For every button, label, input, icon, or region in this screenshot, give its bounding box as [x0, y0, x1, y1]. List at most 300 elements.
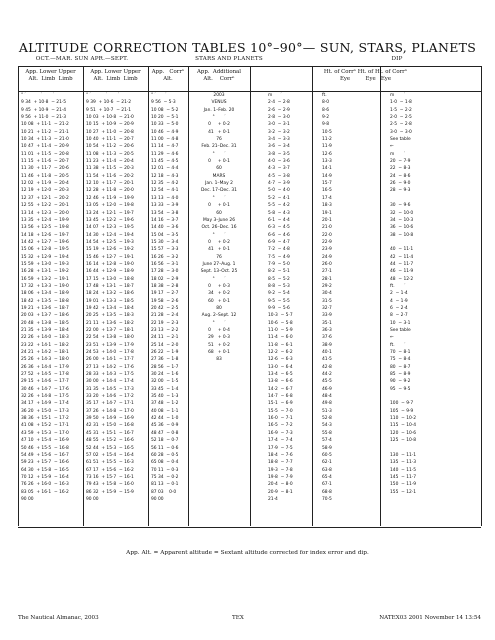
table-row: Feb. 21–Dec. 31 — [201, 144, 237, 150]
table-row: 28 − 9·3 — [390, 188, 411, 194]
table-row: 17·4 − 7·4 — [268, 438, 293, 444]
table-row: ° ′ — [212, 276, 226, 282]
table-row: 23 13 − 2·2 — [151, 328, 179, 333]
table-row: 15 57 − 3·3 — [151, 247, 179, 253]
table-row: m ′ — [390, 151, 406, 157]
dip-feet-rows — [312, 92, 380, 503]
table-row: 6·3 − 4·5 — [268, 225, 290, 231]
table-row: 14 30 + 12·4 − 19·4 — [86, 232, 134, 238]
table-row: 13 45 + 12·2 − 19·6 — [86, 217, 134, 223]
table-row: 14 18 + 12·6 − 19·7 — [21, 232, 69, 238]
table-row: 57 02 + 15·4 − 16·4 — [86, 452, 134, 458]
table-row: 83 — [216, 357, 222, 363]
table-row: 16·5 — [322, 188, 332, 194]
footer-right: NATEX03 2001 November 14 13:54 — [379, 615, 481, 621]
table-row: 86 32 + 15·9 − 15·9 — [86, 489, 134, 495]
table-row: 70 11 − 0·3 — [151, 467, 179, 473]
table-row: 81 13 − 0·1 — [151, 482, 179, 488]
table-row: 20 25 + 13·5 − 18·3 — [86, 313, 134, 319]
table-row: 4·5 − 3·8 — [268, 173, 290, 179]
table-row: 15 19 + 12·6 − 19·2 — [86, 247, 134, 253]
table-row: 76 26 + 16·0 − 16·3 — [21, 482, 69, 488]
stars-header: App. Corrⁿ Alt. — [148, 66, 188, 92]
table-row: 30·4 — [322, 291, 332, 297]
table-row: 43 59 + 15·3 − 17·0 — [21, 430, 69, 436]
table-row: 13 14 + 12·3 − 20·0 — [21, 210, 69, 216]
table-row: 34 − 10·3 — [390, 217, 414, 223]
table-row: 12·6 — [322, 151, 332, 157]
table-row: 32 00 − 1·5 — [151, 379, 179, 385]
table-row: 17 48 + 13·1 − 18·7 — [86, 283, 134, 289]
sun-apr-sept-rows — [83, 92, 148, 503]
table-row: 11·0 − 5·9 — [268, 328, 293, 333]
table-row: 33·9 — [322, 313, 332, 319]
table-row: 8 − 2·7 — [390, 313, 408, 319]
table-row: 90 00 — [21, 496, 34, 502]
table-row: 76 — [216, 254, 222, 260]
table-row: 9·9 − 5·6 — [268, 305, 290, 311]
table-row: 90 00 — [86, 496, 99, 502]
table-row: 135 − 11·3 — [390, 460, 417, 466]
dip-feet-column — [312, 66, 380, 526]
table-row: 1·5 − 2·2 — [390, 107, 412, 113]
table-row: 36 − 10·6 — [390, 225, 414, 231]
table-row: 24·9 — [322, 254, 332, 260]
table-row: 20·1 — [322, 217, 332, 223]
table-row: June 27–Aug. 1 — [202, 261, 236, 267]
table-row: 125 − 10·8 — [390, 438, 417, 444]
table-row: 22 26 + 14·0 − 18·3 — [21, 335, 69, 341]
table-row: 55·8 — [322, 430, 332, 436]
table-row: 60 + 0·1 — [208, 298, 230, 304]
column-rule — [481, 66, 482, 526]
table-row: 41 + 0·1 — [208, 247, 230, 253]
table-row: 22·9 — [322, 239, 332, 245]
table-row: 56 11 − 0·6 — [151, 445, 179, 451]
table-row: 16 28 + 13·1 − 19·2 — [21, 269, 69, 275]
table-row: 15 46 + 12·7 − 19·1 — [86, 254, 134, 260]
table-row: 52 18 − 0·7 — [151, 438, 179, 444]
table-row: 75 34 − 0·2 — [151, 474, 179, 480]
table-row: 0 + 0·1 — [208, 159, 230, 165]
table-row: 16·0 − 7·1 — [268, 416, 293, 422]
table-row: 15·5 − 7·0 — [268, 408, 293, 414]
table-row: 3·0 − 3·0 — [390, 129, 412, 135]
table-row: 14·2 − 6·7 — [268, 386, 293, 392]
table-row: 6 − 2·4 — [390, 305, 408, 311]
table-row: 11 01 + 11·5 − 20·8 — [21, 151, 69, 157]
table-row: 10·5 — [322, 129, 332, 135]
table-row: 19·1 — [322, 210, 332, 216]
table-row: 12 46 + 11·9 − 19·9 — [86, 195, 134, 201]
table-row: 5·2 − 4·1 — [268, 195, 290, 201]
table-row: 70 12 + 15·9 − 16·4 — [21, 474, 69, 480]
dip-metres-rows — [250, 92, 293, 503]
table-row: 44·2 — [322, 372, 332, 378]
table-row: 32 − 10·0 — [390, 210, 414, 216]
table-row: 18·4 − 7·6 — [268, 452, 293, 458]
table-row: Aug. 2–Sept. 12 — [201, 313, 237, 319]
table-row: 10 08 − 5·2 — [151, 107, 179, 113]
table-row: 27·1 — [322, 269, 332, 275]
table-row: 15·7 — [322, 181, 332, 187]
footer-left: The Nautical Almanac, 2003 — [18, 615, 99, 621]
table-row: 8·6 — [322, 107, 329, 113]
table-row: 14 16 − 3·7 — [151, 217, 179, 223]
table-row: 22 − 8·3 — [390, 166, 411, 172]
table-row: 14·9 — [322, 173, 332, 179]
table-row: 45·5 — [322, 379, 332, 385]
table-row: 13 54 − 3·8 — [151, 210, 179, 216]
table-row: 2·5 − 2·8 — [390, 122, 412, 128]
table-row: 41·5 — [322, 357, 332, 363]
table-row: 12 02 + 11·9 − 20·4 — [21, 181, 69, 187]
table-row: 22 19 − 2·3 — [151, 320, 179, 326]
table-row: ° ′ ′ ′ — [86, 93, 120, 98]
table-row: 15 32 + 12·9 − 19·4 — [21, 254, 69, 260]
table-row: 26 22 − 1·9 — [151, 350, 179, 356]
table-row: 35·1 — [322, 320, 332, 326]
table-row: 10 15 + 10·9 − 20·9 — [86, 122, 134, 128]
table-row: 12·2 − 6·2 — [268, 350, 293, 356]
table-row: Sept. 13–Oct. 25 — [200, 269, 238, 275]
table-row: 26·0 — [322, 261, 332, 267]
table-row: 54·3 — [322, 423, 332, 429]
table-row: 33 20 + 14·6 − 17·2 — [86, 394, 134, 400]
table-row: VENUS — [211, 100, 227, 106]
table-row: 145 − 11·7 — [390, 474, 417, 480]
table-row: 11 29 − 4·6 — [151, 151, 179, 157]
table-row: 15·1 − 6·9 — [268, 401, 293, 407]
table-row: 110 − 10·2 — [390, 416, 417, 422]
table-row: 21·0 — [322, 225, 332, 231]
table-row: 8·8 − 5·3 — [268, 283, 290, 289]
table-row — [390, 239, 481, 246]
table-row: 10·3 − 5·7 — [268, 313, 293, 319]
table-row: 12·6 − 6·3 — [268, 357, 293, 363]
table-row: 39 50 + 14·9 − 16·9 — [86, 416, 134, 422]
table-row: 16 44 + 12·9 − 18·9 — [86, 269, 134, 275]
sun-subheader: OCT.—MAR. SUN APR.—SEPT. — [35, 56, 129, 62]
table-row: 40 − 11·1 — [390, 247, 414, 253]
table-row: 18 38 − 2·8 — [151, 283, 179, 289]
table-row: ° ′ ′ — [151, 93, 167, 98]
table-row: 31 35 + 14·5 − 17·3 — [86, 386, 134, 392]
table-row: 36 20 + 15·0 − 17·3 — [21, 408, 69, 414]
table-row[interactable]: See table — [390, 137, 411, 143]
table-row: ← — [390, 335, 394, 341]
table-row: ft. ′ — [390, 283, 406, 289]
table-row[interactable]: See table — [390, 328, 411, 333]
dip-metres-column — [250, 66, 293, 526]
table-row: 23 51 + 13·9 − 17·9 — [86, 342, 134, 348]
table-row: 19·3 − 7·8 — [268, 467, 293, 473]
table-row: 38·9 — [322, 342, 332, 348]
table-row: ← — [390, 144, 394, 150]
table-row: 11 45 − 4·5 — [151, 159, 179, 165]
dip-header: Ht. of Corrⁿ Ht. of Ht. of Corrⁿ Eye Eye Eye — [250, 66, 481, 92]
table-row: 17 28 − 3·0 — [151, 269, 179, 275]
table-row: 10 20 − 5·1 — [151, 115, 179, 121]
table-row: 0 + 0·2 — [208, 122, 230, 128]
table-row: 18·3 — [322, 203, 332, 209]
table-row: 45 31 + 15·1 − 16·7 — [86, 430, 134, 436]
table-row: 25 14 − 2·0 — [151, 342, 179, 348]
table-row: 29·2 — [322, 283, 332, 289]
table-row: 21 11 + 13·6 − 18·2 — [86, 320, 134, 326]
table-row: 17·4 — [322, 195, 332, 201]
table-row: 20 42 − 2·5 — [151, 305, 179, 311]
table-row: 16 56 − 3·1 — [151, 261, 179, 267]
table-row: 10 54 + 11·2 − 20·6 — [86, 144, 134, 150]
table-row: 49·8 — [322, 401, 332, 407]
table-row: 2003 — [213, 93, 225, 98]
table-row: 41 08 + 15·2 − 17·1 — [21, 423, 69, 429]
table-row: 80 − 8·7 — [390, 364, 411, 370]
table-row: 2 − 1·4 — [390, 291, 408, 297]
footnote: App. Alt. = Apparent altitude = Sextant altitude corrected for index error and dip. — [126, 550, 369, 556]
table-row: 80 — [216, 305, 222, 311]
table-row: 6·6 − 4·6 — [268, 232, 290, 238]
table-row: 59 23 + 15·7 − 16·6 — [21, 460, 69, 466]
table-row: 18·8 − 7·7 — [268, 460, 293, 466]
table-row: 30 46 + 14·7 − 17·6 — [21, 386, 69, 392]
table-row: 18 24 + 13·2 − 18·6 — [86, 291, 134, 297]
table-row: 100 − 9·7 — [390, 401, 414, 407]
table-row: 47 10 + 15·4 − 16·9 — [21, 438, 69, 444]
table-row: 12 01 − 4·4 — [151, 166, 179, 172]
table-row: 11 08 + 11·3 − 20·5 — [86, 151, 134, 157]
table-row: 79 43 + 15·8 − 16·0 — [86, 482, 134, 488]
table-row: 60 — [216, 166, 222, 172]
table-row: 60·5 — [322, 452, 332, 458]
table-row: 0 + 0·1 — [208, 203, 230, 209]
stars-column — [148, 66, 188, 526]
table-row: Jan. 1–May 2 — [205, 181, 233, 187]
table-row: 5·0 − 4·0 — [268, 188, 290, 194]
table-row: 18 02 − 2·9 — [151, 276, 179, 282]
table-row: 40 08 − 1·1 — [151, 408, 179, 414]
table-row: 33 45 − 1·4 — [151, 386, 179, 392]
table-row: 12 19 + 12·0 − 20·3 — [21, 188, 69, 194]
table-row: 34 + 0·2 — [208, 291, 230, 297]
table-row: 36·3 — [322, 328, 332, 333]
table-row: 10·6 − 5·8 — [268, 320, 293, 326]
table-row: MARS — [212, 173, 226, 179]
table-row: 41 + 0·1 — [208, 129, 230, 135]
table-row: 16·5 − 7·2 — [268, 423, 293, 429]
table-row: 130 − 11·1 — [390, 452, 417, 458]
table-row: 32 26 + 14·8 − 17·5 — [21, 394, 69, 400]
table-row: 45 36 − 0·9 — [151, 423, 179, 429]
table-row: 70·5 — [322, 496, 332, 502]
table-row: 26 36 + 14·4 − 17·9 — [21, 364, 69, 370]
sun-apr-sept-header: App. Lower Upper Alt. Limb Limb — [83, 66, 148, 92]
table-row: 35 17 + 14·7 − 17·1 — [86, 401, 134, 407]
table-row: 15 06 + 12·8 − 19·5 — [21, 247, 69, 253]
table-row: 13·4 − 6·5 — [268, 372, 293, 378]
table-row: 11 15 + 11·6 − 20·7 — [21, 159, 69, 165]
table-row: 2·6 − 2·9 — [268, 107, 290, 113]
table-row: 9·2 − 5·4 — [268, 291, 290, 297]
table-row: 37 48 − 1·2 — [151, 401, 179, 407]
table-row: 48 55 + 15·2 − 16·6 — [86, 438, 134, 444]
table-row: 9 39 + 10·6 − 21·2 — [86, 100, 132, 106]
table-row: 16 59 + 13·2 − 19·1 — [21, 276, 69, 282]
table-row: 14·7 − 6·8 — [268, 394, 293, 400]
table-row: 9 56 − 5·3 — [151, 100, 176, 106]
table-row: 95 − 9·5 — [390, 386, 411, 392]
table-row: 4·3 − 3·7 — [268, 166, 290, 172]
table-row: 13 24 + 12·1 − 19·7 — [86, 210, 134, 216]
table-row: 40·1 — [322, 350, 332, 356]
planets-rows — [188, 92, 250, 364]
table-row: 12 28 + 11·8 − 20·0 — [86, 188, 134, 194]
dip-extra-column — [380, 66, 481, 526]
table-row: 11 54 + 11·6 − 20·2 — [86, 173, 134, 179]
table-row: 70 − 8·1 — [390, 350, 411, 356]
table-row: 90 00 — [151, 496, 164, 502]
table-row: 46·9 — [322, 386, 332, 392]
table-row: Oct. 26–Dec. 16 — [201, 225, 237, 231]
table-row: 10 03 + 10·8 − 21·0 — [86, 115, 134, 121]
table-row: 14 42 + 12·7 − 19·6 — [21, 239, 69, 245]
table-row: 13·0 − 6·4 — [268, 364, 293, 370]
table-row: 19 21 + 13·6 − 18·7 — [21, 305, 69, 311]
table-row: 10 33 − 5·0 — [151, 122, 179, 128]
table-row: 16 14 + 12·8 − 19·0 — [86, 261, 134, 267]
table-row: 57·4 — [322, 438, 332, 444]
table-row: 9·8 — [322, 122, 329, 128]
table-row: 3·4 − 3·3 — [268, 137, 290, 143]
table-row: 15 59 + 13·0 − 19·3 — [21, 261, 69, 267]
table-row: 20 48 + 13·8 − 18·5 — [21, 320, 69, 326]
table-row: 37 26 + 14·8 − 17·0 — [86, 408, 134, 414]
table-row: ° ′ — [212, 195, 226, 201]
table-row: 20·9 − 8·1 — [268, 489, 293, 495]
table-row: 2·0 − 2·5 — [390, 115, 412, 121]
table-row: 13 56 + 12·5 − 19·8 — [21, 225, 69, 231]
table-row: 9 51 + 10·7 − 21·1 — [86, 107, 132, 113]
table-row: 62·1 — [322, 460, 332, 466]
table-row: m ′ — [268, 93, 282, 98]
table-row — [390, 445, 481, 452]
table-row: 30 00 + 14·4 − 17·4 — [86, 379, 134, 385]
table-row: 30 24 − 1·6 — [151, 372, 179, 378]
table-row: 12 55 + 12·2 − 20·1 — [21, 203, 69, 209]
table-row: 140 − 11·5 — [390, 467, 417, 473]
table-row: 34 17 + 14·9 − 17·4 — [21, 401, 69, 407]
table-row: 90 − 9·2 — [390, 379, 411, 385]
table-row: Dec. 17–Dec. 31 — [201, 188, 237, 194]
table-row: 5·5 − 4·2 — [268, 203, 290, 209]
table-row: 20·4 − 8·0 — [268, 482, 293, 488]
table-row: 11 14 − 4·7 — [151, 144, 179, 150]
table-row: m ′ — [390, 93, 406, 98]
dip-extra-rows — [380, 92, 481, 496]
table-row: 22 00 + 13·7 − 18·1 — [86, 328, 134, 333]
table-row: 10 08 + 11·1 − 21·2 — [21, 122, 69, 128]
table-row: 8·2 − 5·1 — [268, 269, 290, 275]
table-row: 28·1 — [322, 276, 332, 282]
table-row: 35 40 − 1·3 — [151, 394, 179, 400]
table-row: 13 13 − 4·0 — [151, 195, 179, 201]
table-row: 11 30 + 11·7 − 20·6 — [21, 166, 69, 172]
table-row: 105 − 9·9 — [390, 408, 414, 414]
table-row: 18 06 + 13·4 − 18·9 — [21, 291, 69, 297]
table-row: 27 13 + 14·2 − 17·6 — [86, 364, 134, 370]
table-row: 8·0 — [322, 100, 329, 106]
table-row: 51 + 0·2 — [208, 342, 230, 348]
table-row: 27 36 − 1·8 — [151, 357, 179, 363]
table-row: 44 − 11·7 — [390, 261, 414, 267]
table-row: ° ′ ′ ′ — [21, 93, 55, 98]
table-row: 28 33 + 14·3 − 17·5 — [86, 372, 134, 378]
table-row: 11 23 + 11·4 − 20·4 — [86, 159, 134, 165]
table-row: 51·3 — [322, 408, 332, 414]
table-row: 83 05 + 16·1 − 16·2 — [21, 489, 69, 495]
table-row: 37·6 — [322, 335, 332, 341]
table-row: 13 35 + 12·4 − 19·9 — [21, 217, 69, 223]
sun-apr-sept-column — [83, 66, 148, 526]
table-row: 16·9 − 7·3 — [268, 430, 293, 436]
table-row: 24 11 − 2·1 — [151, 335, 179, 341]
table-row: 42 31 + 15·0 − 16·8 — [86, 423, 134, 429]
table-row: 23·9 — [322, 247, 332, 253]
sun-oct-mar-column — [18, 66, 83, 526]
table-row: 29 + 0·3 — [208, 335, 230, 341]
table-row: 120 − 10·6 — [390, 430, 417, 436]
table-row: 52·8 — [322, 416, 332, 422]
table-row: 50 46 + 15·5 − 16·8 — [21, 445, 69, 451]
table-row: 42·8 — [322, 364, 332, 370]
table-row: 16 26 − 3·2 — [151, 254, 179, 260]
table-row: 24 21 + 14·2 − 18·1 — [21, 350, 69, 356]
table-row: 22·0 — [322, 232, 332, 238]
table-row: 46 − 11·9 — [390, 269, 414, 275]
table-row: 23 22 + 14·1 − 18·2 — [21, 342, 69, 348]
table-row: 21 35 + 13·9 − 18·4 — [21, 328, 69, 333]
table-row: 10 40 + 11·1 − 20·7 — [86, 137, 134, 143]
table-row: 3·2 − 3·2 — [268, 129, 290, 135]
table-row: 14 07 + 12·3 − 19·5 — [86, 225, 134, 231]
table-row: 28 56 − 1·7 — [151, 364, 179, 370]
table-row — [390, 195, 481, 202]
table-row: 6·9 − 4·7 — [268, 239, 290, 245]
table-row: ° ′ — [212, 232, 226, 238]
table-row: 65·4 — [322, 474, 332, 480]
table-row: 87 03 0·0 — [151, 489, 177, 495]
table-row: 7·9 − 5·0 — [268, 261, 290, 267]
table-row: 42 − 11·4 — [390, 254, 414, 260]
table-row: 48 47 − 0·8 — [151, 430, 179, 436]
table-row: 2·4 − 2·8 — [268, 100, 290, 106]
table-row: ° ′ — [212, 151, 226, 157]
table-row: 115 − 10·4 — [390, 423, 417, 429]
table-row: 19 17 − 2·7 — [151, 291, 179, 297]
table-row: 48·4 — [322, 394, 332, 400]
sun-oct-mar-rows — [18, 92, 83, 503]
table-row: 5·8 − 4·3 — [268, 210, 290, 216]
table-row: 64 30 + 15·8 − 16·5 — [21, 467, 69, 473]
table-row: 68 + 0·1 — [208, 350, 230, 356]
table-row: 63·8 — [322, 467, 332, 473]
table-row: 150 − 11·9 — [390, 482, 417, 488]
table-row: 13·3 — [322, 159, 332, 165]
table-row: 60 — [216, 210, 222, 216]
table-row: 25 26 + 14·3 − 18·0 — [21, 357, 69, 363]
table-row: 14 54 + 12·5 − 19·3 — [86, 239, 134, 245]
